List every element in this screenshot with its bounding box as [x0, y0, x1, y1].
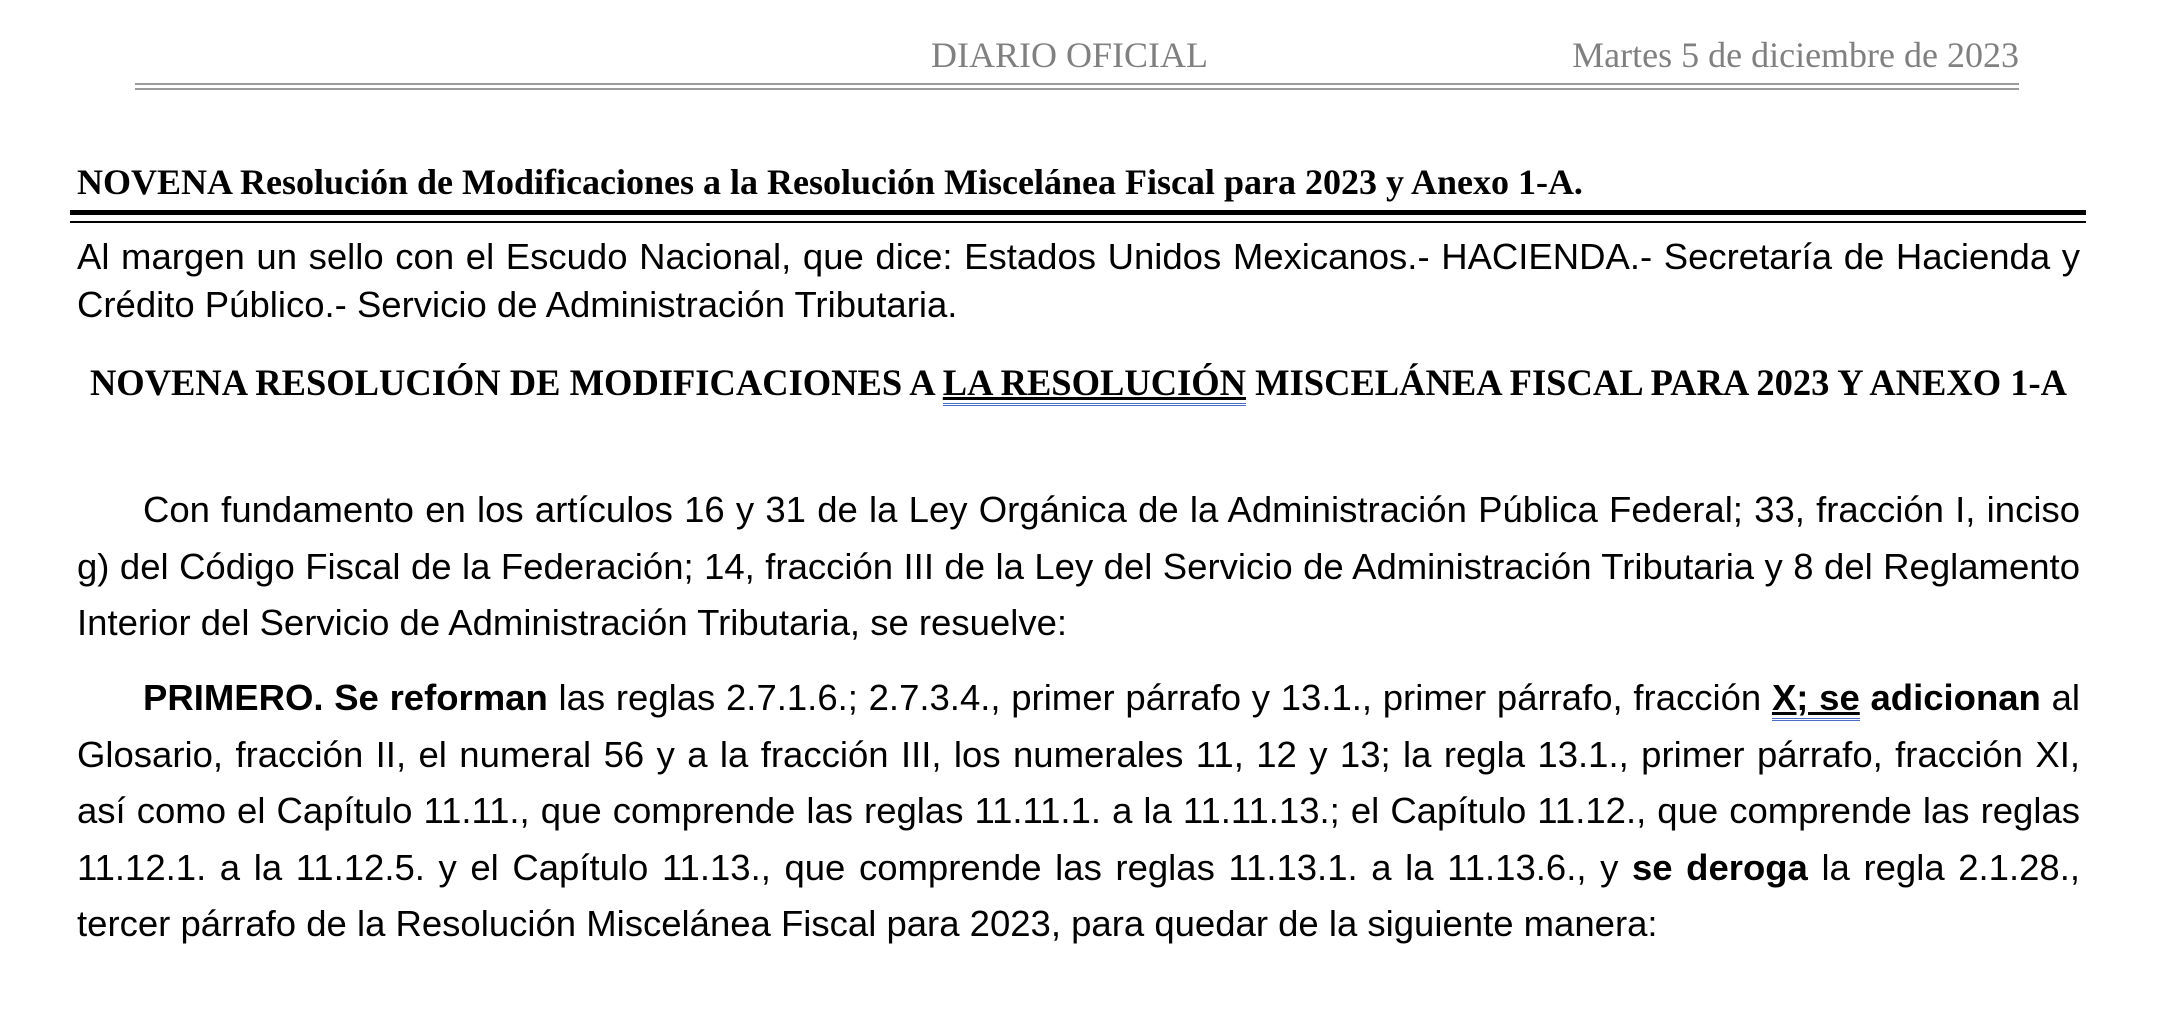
primero-text-1: las reglas 2.7.1.6.; 2.7.3.4., primer párrafo y 13.1., primer párrafo, fracción: [547, 677, 1772, 718]
publication-date: Martes 5 de diciembre de 2023: [1572, 35, 2019, 75]
first-resolution-paragraph: [77, 670, 2080, 953]
heading-underlined-text: LA RESOLUCIÓN: [943, 362, 1246, 406]
primero-lead: PRIMERO. Se reforman: [143, 677, 548, 718]
primero-deroga: se deroga: [1631, 846, 1808, 888]
running-header: [135, 34, 2019, 80]
header-double-rule: [135, 83, 2019, 90]
heading-part-1: NOVENA RESOLUCIÓN DE MODIFICACIONES A: [89, 362, 943, 403]
primero-text-2: al Glosario, fracción II, el numeral 56 y a la fracción III, los numerales 11, 12 y 13; la regla 13.1., primer párrafo, fracción XI, así como el Capítulo 11.11., que comprende las reglas 11.11.1. a la 11.11.13.; el Capítulo 11.12., que comprende las reglas 11.12.1. a la 11.12.5. y el Capítulo 11.13., que comprende las reglas 11.13.1. a la 11.13.6., y: [77, 677, 2080, 888]
primero-underlined: X; se: [1772, 677, 1860, 721]
heading-part-2: MISCELÁNEA FISCAL PARA 2023 Y ANEXO 1-A: [1246, 362, 2068, 403]
resolution-heading: [77, 355, 2080, 411]
title-rule-thick: [70, 210, 2086, 215]
decree-title: NOVENA Resolución de Modificaciones a la Resolución Miscelánea Fiscal para 2023 y Anexo 1-A.: [77, 162, 1583, 202]
title-rule-thin: [70, 221, 2086, 223]
margin-seal-note: Al margen un sello con el Escudo Nacional, que dice: Estados Unidos Mexicanos.- HACIENDA.- Secretaría de Hacienda y Crédito Público.- Servicio de Administración Tributaria.: [77, 236, 2080, 325]
journal-name: DIARIO OFICIAL: [931, 35, 1208, 75]
primero-text-3: la regla 2.1.28., tercer párrafo de la Resolución Miscelánea Fiscal para 2023, para quedar de la siguiente manera:: [77, 846, 2080, 944]
legal-basis-paragraph: Con fundamento en los artículos 16 y 31 de la Ley Orgánica de la Administración Pública Federal; 33, fracción I, inciso g) del Código Fiscal de la Federación; 14, fracción III de la Ley del Servicio de Administración Tributaria y 8 del Reglamento Interior del Servicio de Administración Tributaria, se resuelve:: [77, 489, 2080, 643]
primero-adicionan: adicionan: [1859, 677, 2041, 718]
